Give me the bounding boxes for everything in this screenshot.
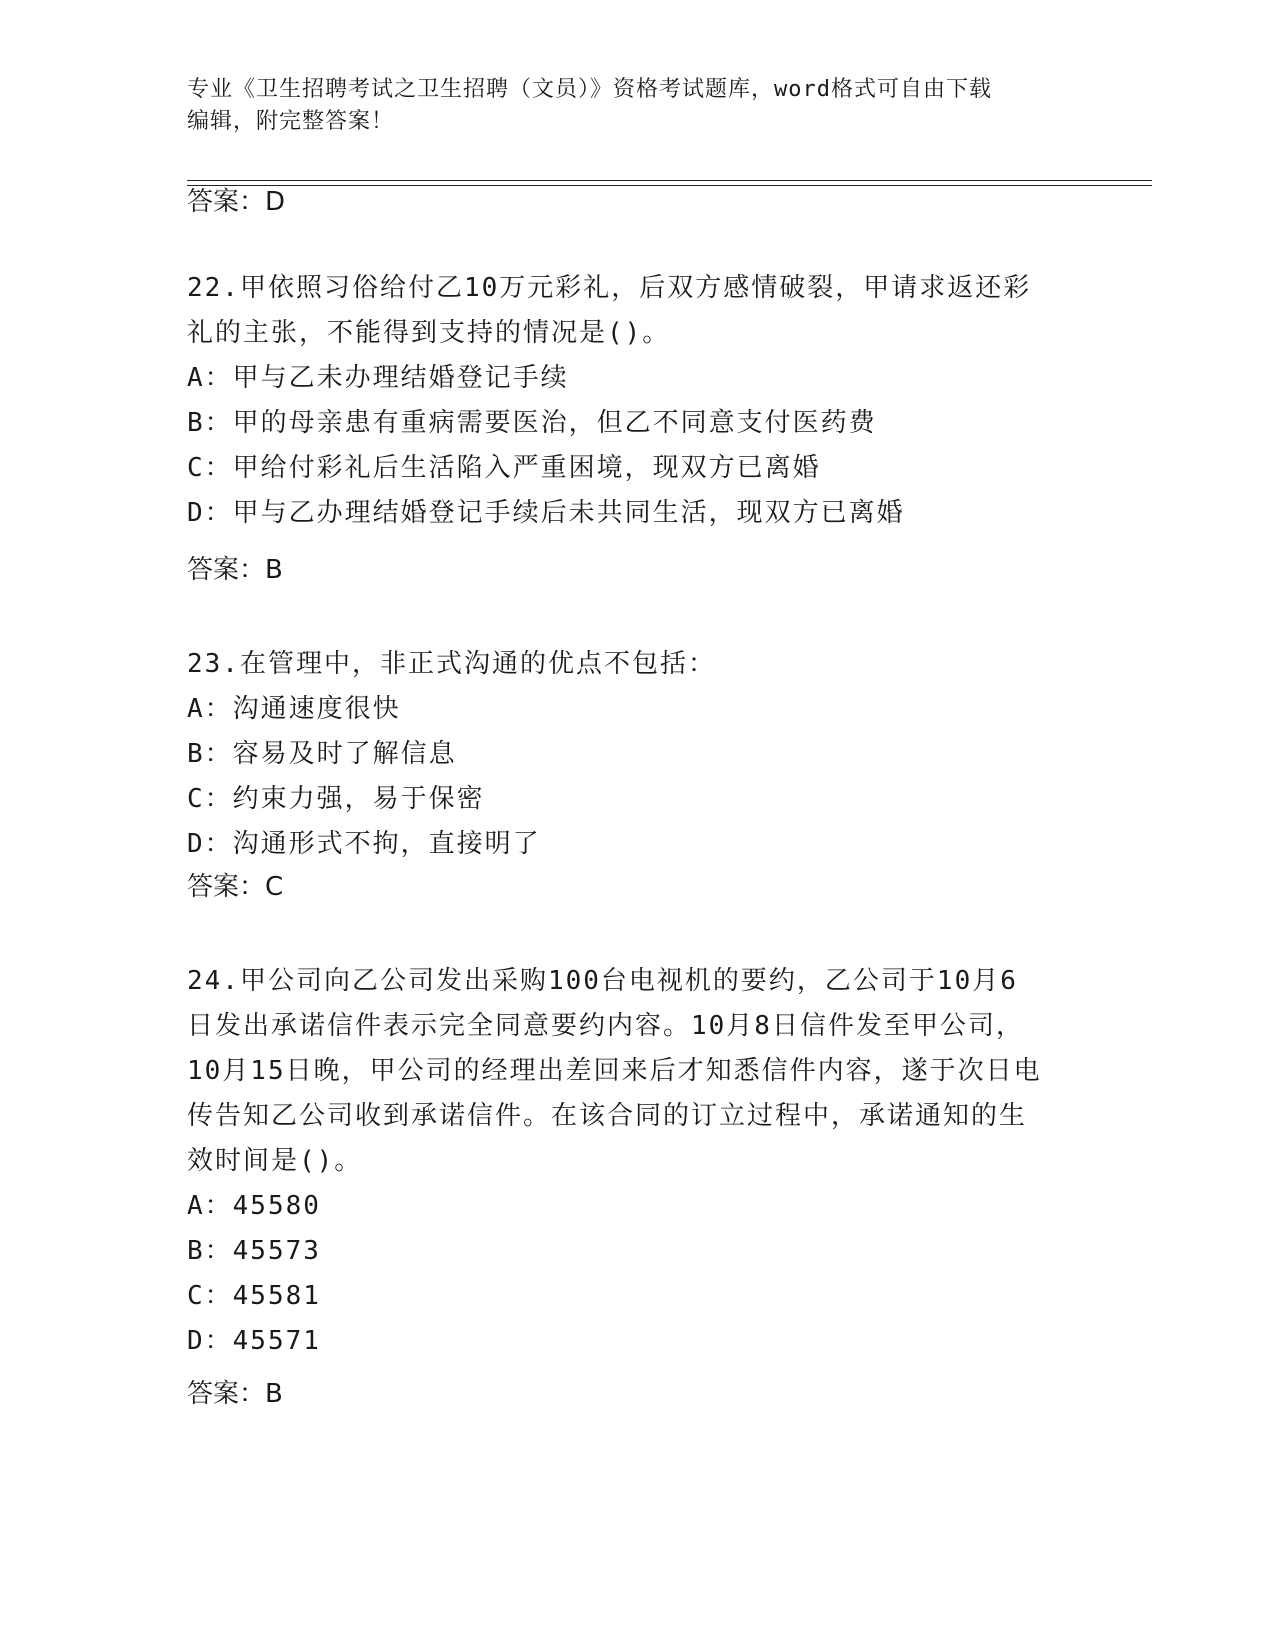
question-stem-line: 24.甲公司向乙公司发出采购100台电视机的要约，乙公司于10月6 [187,966,1018,996]
option-a: A：沟通速度很快 [187,694,401,724]
question-stem-line: 效时间是()。 [187,1146,363,1176]
option-d: D：沟通形式不拘，直接明了 [187,829,541,859]
previous-answer: 答案：D [187,187,286,217]
question-stem-line: 10月15日晚，甲公司的经理出差回来后才知悉信件内容，遂于次日电 [187,1056,1042,1086]
option-b: B：容易及时了解信息 [187,739,457,769]
answer-22: 答案：B [187,555,283,585]
option-a: A：45580 [187,1191,321,1221]
option-c: C：甲给付彩礼后生活陷入严重困境，现双方已离婚 [187,453,821,483]
option-c: C：约束力强，易于保密 [187,784,485,814]
header-divider-top [187,180,1152,181]
document-header [187,74,1087,138]
question-22 [187,266,1087,536]
question-stem-line: 传告知乙公司收到承诺信件。在该合同的订立过程中，承诺通知的生 [187,1101,1028,1131]
question-stem-line: 23.在管理中，非正式沟通的优点不包括： [187,649,716,679]
question-23 [187,642,1087,867]
question-stem-line: 礼的主张，不能得到支持的情况是()。 [187,318,671,348]
header-divider-bottom [187,185,1152,186]
option-c: C：45581 [187,1281,321,1311]
option-a: A：甲与乙未办理结婚登记手续 [187,363,569,393]
option-d: D：45571 [187,1326,321,1356]
question-24 [187,959,1087,1364]
question-stem-line: 日发出承诺信件表示完全同意要约内容。10月8日信件发至甲公司， [187,1011,1024,1041]
option-b: B：甲的母亲患有重病需要医治，但乙不同意支付医药费 [187,408,877,438]
option-b: B：45573 [187,1236,321,1266]
header-line-2: 编辑，附完整答案！ [187,109,395,134]
option-d: D：甲与乙办理结婚登记手续后未共同生活，现双方已离婚 [187,498,905,528]
answer-23: 答案：C [187,872,284,902]
question-stem-line: 22.甲依照习俗给付乙10万元彩礼，后双方感情破裂，甲请求返还彩 [187,273,1032,303]
header-line-1: 专业《卫生招聘考试之卫生招聘（文员）》资格考试题库，word格式可自由下载 [187,77,992,102]
answer-24: 答案：B [187,1379,283,1409]
